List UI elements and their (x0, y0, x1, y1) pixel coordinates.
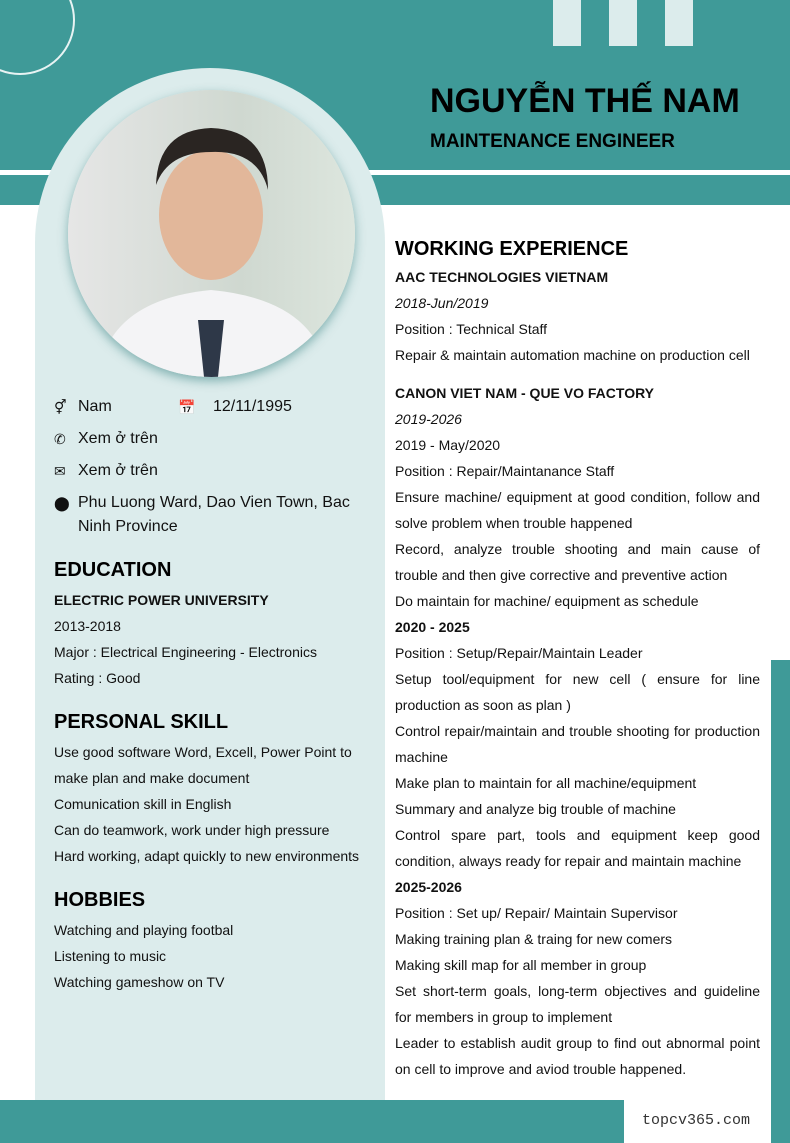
job-dates: 2018-Jun/2019 (395, 295, 489, 311)
email: Xem ở trên (78, 462, 158, 479)
phone: Xem ở trên (78, 430, 158, 447)
left-column (54, 395, 364, 995)
candidate-name: NGUYỄN THẾ NAM (430, 82, 740, 120)
job-line: Repair & maintain automation machine on production cell (395, 347, 750, 363)
email-icon: ✉ (54, 463, 66, 479)
job-line: 2019 - May/2020 (395, 437, 501, 453)
gender: Nam (78, 398, 112, 415)
profile-photo (68, 90, 355, 377)
decor-bar (609, 0, 637, 46)
hobby-item: Listening to music (54, 948, 167, 964)
location-icon: ⬤ (54, 495, 70, 511)
job-line: Making skill map for all member in group (395, 957, 647, 973)
skill-item: Hard working, adapt quickly to new environments (54, 848, 360, 864)
watermark: topcv365.com (642, 1112, 751, 1129)
job-line: Setup tool/equipment for new cell ( ensure for line production as soon as plan ) (395, 671, 760, 713)
job-line: Position : Setup/Repair/Maintain Leader (395, 645, 643, 661)
school: ELECTRIC POWER UNIVERSITY (54, 592, 269, 608)
job-dates: 2019-2026 (395, 411, 462, 427)
job-line: Position : Technical Staff (395, 321, 548, 337)
edu-rating: Rating : Good (54, 670, 141, 686)
gender-icon: ⚥ (54, 399, 67, 415)
hobby-item: Watching gameshow on TV (54, 974, 225, 990)
decor-bar (665, 0, 693, 46)
company: CANON VIET NAM - QUE VO FACTORY (395, 385, 655, 401)
education-heading: EDUCATION (54, 559, 172, 581)
skill-item: Use good software Word, Excell, Power Point to make plan and make document (54, 744, 352, 786)
address: Phu Luong Ward, Dao Vien Town, Bac Ninh Province (78, 494, 350, 535)
job-line: Position : Repair/Maintanance Staff (395, 463, 615, 479)
edu-years: 2013-2018 (54, 618, 121, 634)
hobby-item: Watching and playing footbal (54, 922, 234, 938)
phone-icon: ✆ (54, 431, 66, 447)
job-line: Set short-term goals, long-term objectives and guideline for members in group to implement (395, 983, 760, 1025)
job-line: Ensure machine/ equipment at good condition, follow and solve problem when trouble happened (395, 489, 760, 531)
hobbies-heading: HOBBIES (54, 889, 146, 911)
job-line: Do maintain for machine/ equipment as schedule (395, 593, 699, 609)
experience-column (395, 236, 760, 1082)
period: 2020 - 2025 (395, 619, 470, 635)
job-line: Making training plan & traing for new comers (395, 931, 673, 947)
job-line: Make plan to maintain for all machine/equipment (395, 775, 697, 791)
decor-bar (553, 0, 581, 46)
job-line: Position : Set up/ Repair/ Maintain Supervisor (395, 905, 678, 921)
edu-major: Major : Electrical Engineering - Electronics (54, 644, 317, 660)
skill-item: Comunication skill in English (54, 796, 232, 812)
footer-band (0, 1100, 624, 1143)
job-line: Control repair/maintain and trouble shooting for production machine (395, 723, 760, 765)
job-line: Summary and analyze big trouble of machine (395, 801, 676, 817)
company: AAC TECHNOLOGIES VIETNAM (395, 269, 609, 285)
period: 2025-2026 (395, 879, 462, 895)
job-line: Record, analyze trouble shooting and main cause of trouble and then give corrective and preventive action (395, 541, 760, 583)
skills-heading: PERSONAL SKILL (54, 711, 229, 733)
decor-strip (771, 660, 790, 1143)
skill-item: Can do teamwork, work under high pressure (54, 822, 330, 838)
experience-heading: WORKING EXPERIENCE (395, 238, 629, 260)
job-line: Control spare part, tools and equipment keep good condition, always ready for repair and maintain machine (395, 827, 760, 869)
calendar-icon: 📅 (178, 399, 196, 415)
job-line: Leader to establish audit group to find out abnormal point on cell to improve and aviod trouble happened. (395, 1035, 760, 1077)
dob: 12/11/1995 (213, 398, 292, 415)
job-title: MAINTENANCE ENGINEER (430, 131, 675, 152)
